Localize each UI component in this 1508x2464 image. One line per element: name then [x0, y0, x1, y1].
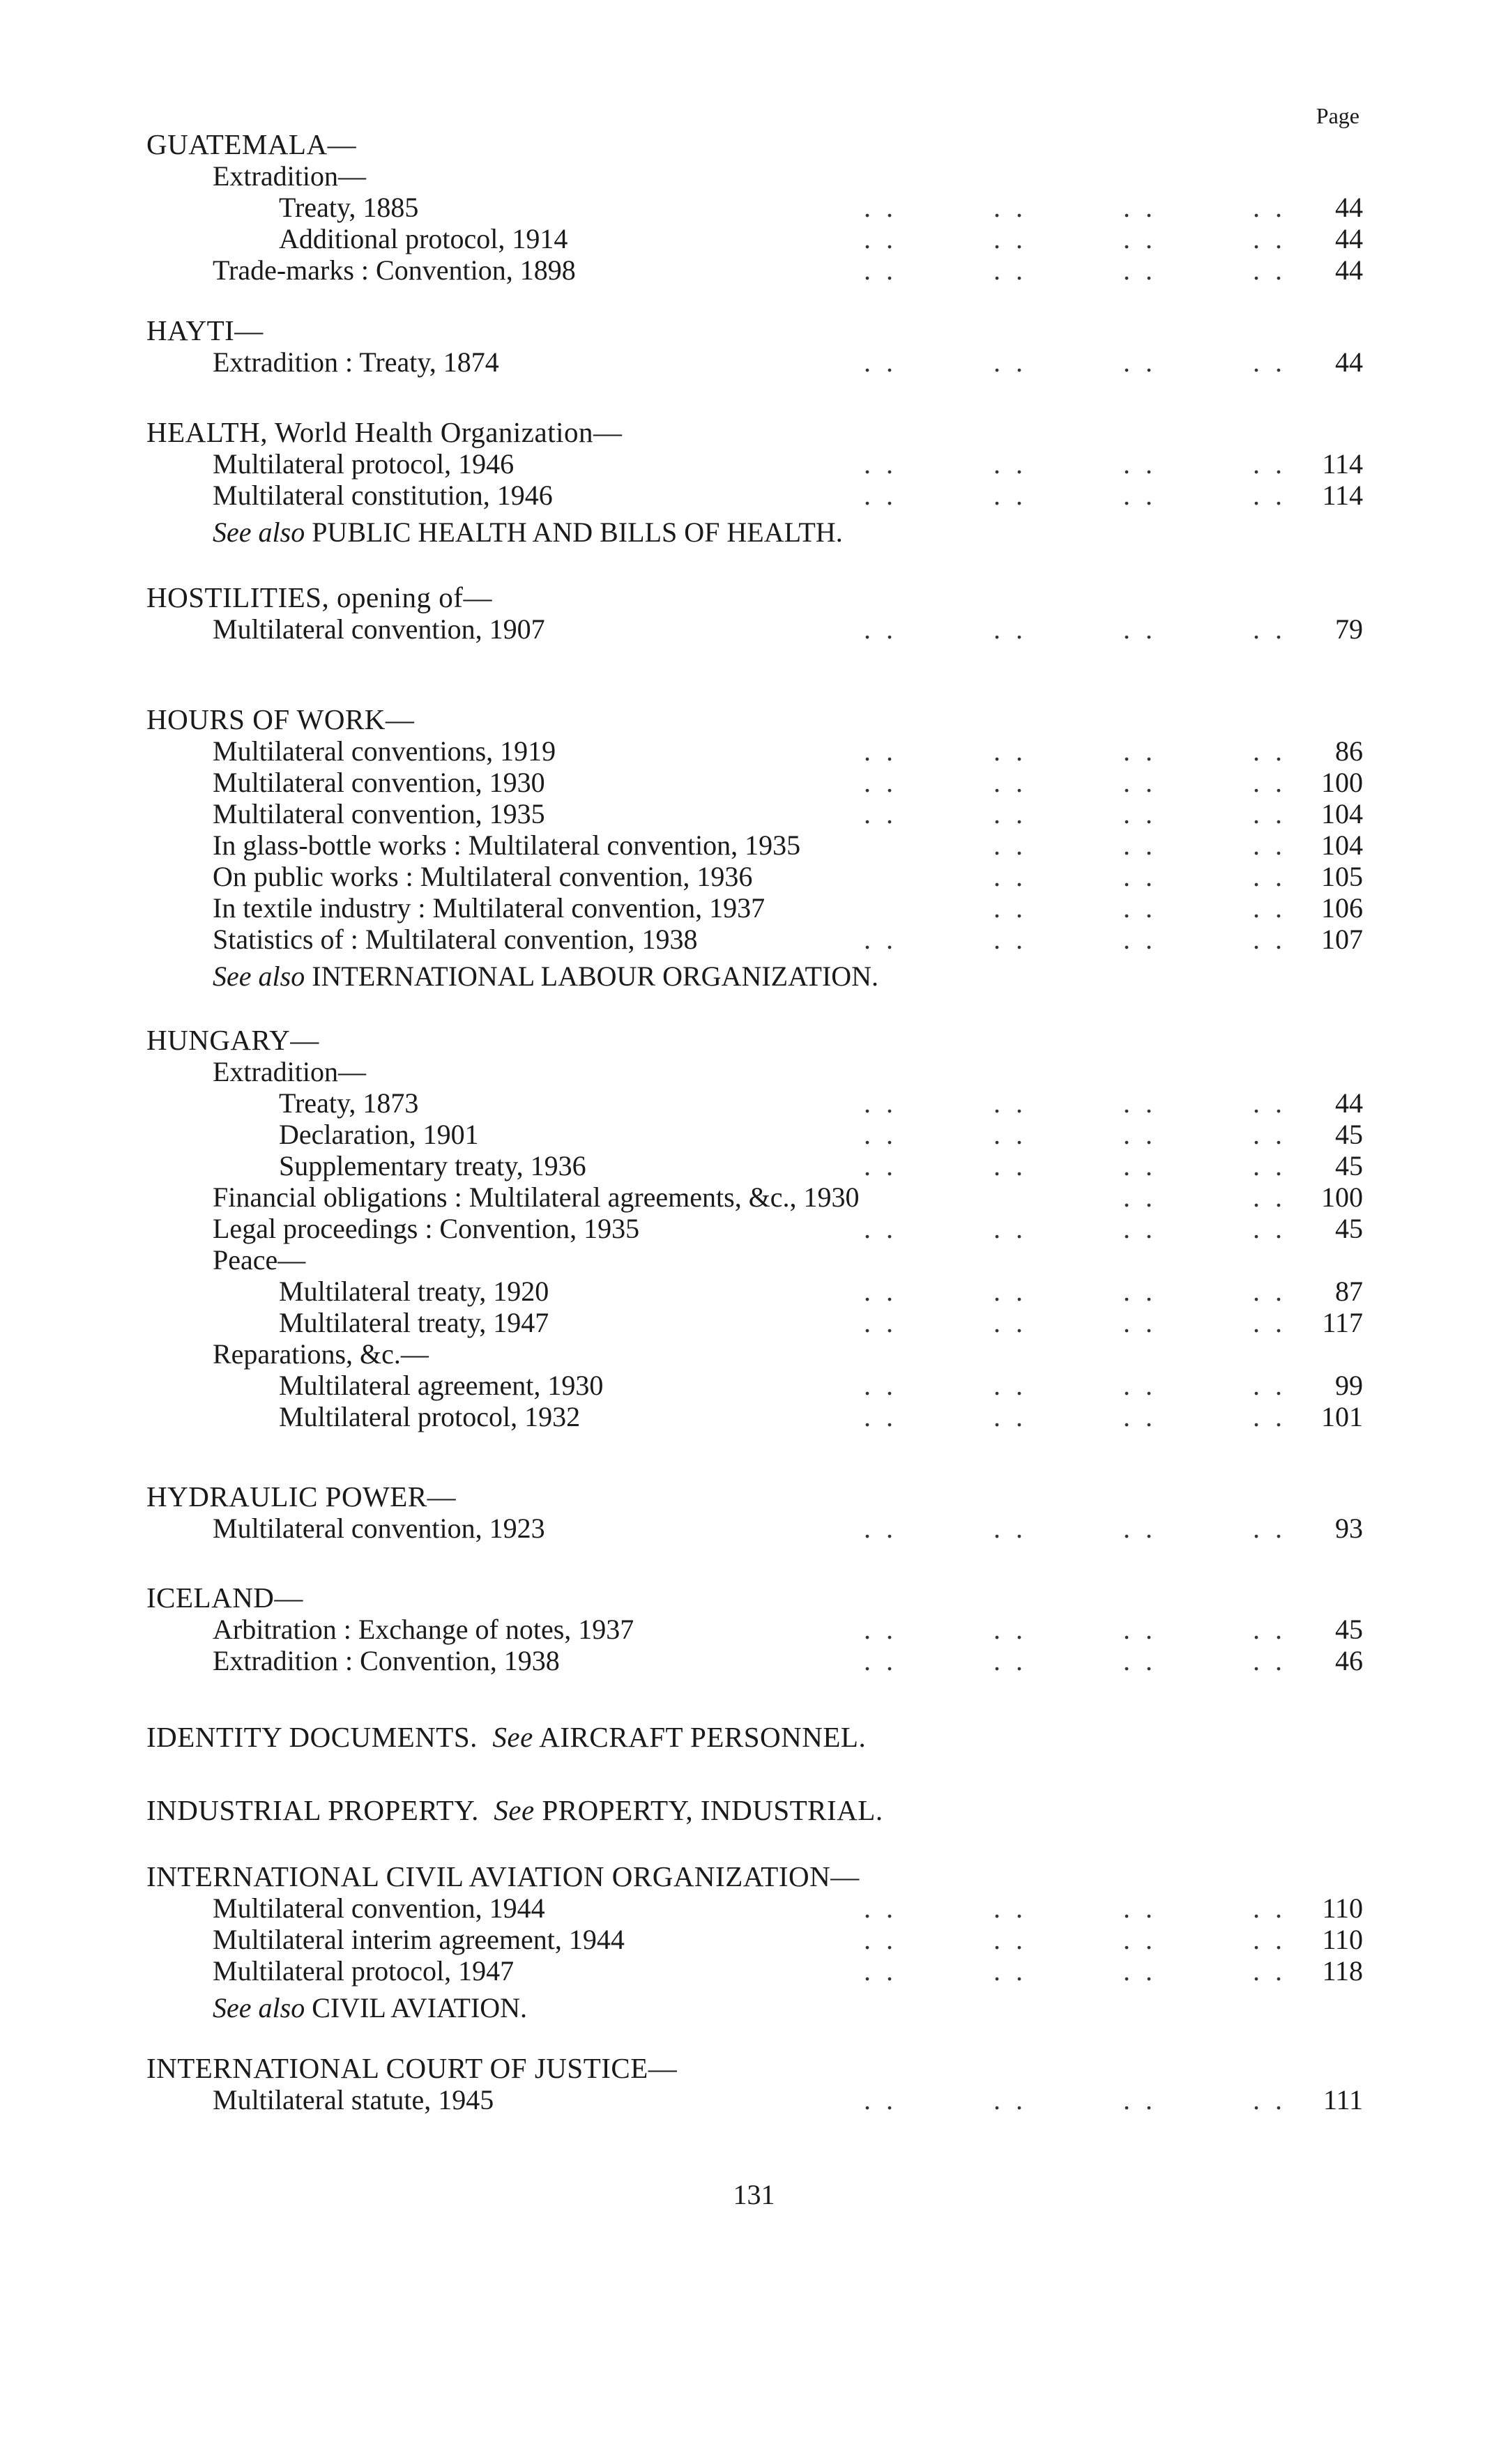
page-reference[interactable]: 46	[1335, 1645, 1363, 1676]
see-also-line	[146, 959, 1363, 994]
index-entry	[146, 1276, 1363, 1307]
index-entry	[146, 613, 1363, 645]
index-entry	[146, 1614, 1363, 1645]
heading-text: GUATEMALA—	[146, 128, 357, 160]
leader-dots: . . . . . . . .	[864, 1924, 1286, 1955]
page-reference[interactable]: 110	[1322, 1924, 1363, 1955]
page-reference[interactable]: 86	[1335, 735, 1363, 767]
index-entry	[146, 480, 1363, 511]
heading-text: INTERNATIONAL COURT OF JUSTICE—	[146, 2052, 678, 2084]
page-reference[interactable]: 118	[1322, 1955, 1363, 1987]
leader-dots: . . . . . . . .	[864, 1645, 1286, 1676]
entry-text: Statistics of : Multilateral convention, 1938	[213, 924, 698, 955]
index-entry	[146, 1924, 1363, 1955]
index-section	[146, 2053, 1363, 2115]
page-number: 131	[733, 2179, 775, 2210]
page-reference[interactable]: 104	[1321, 829, 1363, 861]
index-entry	[146, 346, 1363, 378]
leader-dots: . . . . . . . .	[864, 1955, 1286, 1987]
index-section	[146, 1795, 1363, 1826]
index-section	[146, 704, 1363, 994]
leader-dots: . . . . . . . .	[864, 1276, 1286, 1307]
leader-dots: . . . . . . . .	[864, 735, 1286, 767]
page-reference[interactable]: 45	[1335, 1213, 1363, 1244]
page-reference[interactable]: 114	[1322, 448, 1363, 480]
page-reference[interactable]: 44	[1335, 1087, 1363, 1119]
index-section	[146, 1582, 1363, 1676]
leader-dots: . . . . . . . .	[864, 480, 1286, 511]
section-heading	[146, 129, 1363, 160]
leader-dots: . . . . . . . .	[864, 223, 1286, 254]
page-reference[interactable]: 44	[1335, 346, 1363, 378]
index-entry	[146, 924, 1363, 955]
entry-text: Multilateral convention, 1935	[213, 798, 545, 829]
leader-dots: . . . . . . . .	[864, 1307, 1286, 1338]
page-reference[interactable]: 110	[1322, 1892, 1363, 1924]
leader-dots: . . . . . . . .	[864, 1087, 1286, 1119]
page-reference[interactable]: 93	[1335, 1513, 1363, 1544]
leader-dots: . . . . . . . .	[864, 254, 1286, 286]
entry-text: Multilateral convention, 1930	[213, 767, 545, 798]
leader-dots: . . . . . . . .	[864, 1370, 1286, 1401]
see-also-line	[146, 515, 1363, 550]
page-reference[interactable]: 104	[1321, 798, 1363, 829]
index-entry	[146, 1150, 1363, 1181]
leader-dots: . . . . . . . .	[864, 1513, 1286, 1544]
entry-text: Financial obligations : Multilateral agreements, &c., 1930	[213, 1181, 860, 1213]
page-reference[interactable]: 114	[1322, 480, 1363, 511]
entry-text: Multilateral interim agreement, 1944	[213, 1924, 625, 1955]
section-heading	[146, 1795, 1363, 1826]
index-section	[146, 582, 1363, 645]
see-also-prefix: See also	[213, 1992, 305, 2023]
index-entry	[146, 1307, 1363, 1338]
leader-dots: . . . . . . . .	[864, 192, 1286, 223]
index-entry	[146, 1892, 1363, 1924]
index-entry	[146, 1645, 1363, 1676]
page-reference[interactable]: 117	[1322, 1307, 1363, 1338]
leader-dots: . . . . . .	[993, 829, 1286, 861]
index-entry	[146, 1401, 1363, 1432]
page-reference[interactable]: 100	[1321, 767, 1363, 798]
heading-text: IDENTITY DOCUMENTS.	[146, 1721, 478, 1753]
entry-text: Supplementary treaty, 1936	[279, 1150, 586, 1181]
index-entry	[146, 2084, 1363, 2115]
see-also-line	[146, 1991, 1363, 2026]
index-entry	[146, 254, 1363, 286]
section-heading	[146, 315, 1363, 346]
entry-text: Treaty, 1885	[279, 192, 419, 223]
cross-reference[interactable]: AIRCRAFT PERSONNEL.	[539, 1721, 867, 1753]
leader-dots: . . . . . . . .	[864, 1614, 1286, 1645]
entry-text: Multilateral convention, 1944	[213, 1892, 545, 1924]
index-entry	[146, 1181, 1363, 1213]
page-reference[interactable]: 87	[1335, 1276, 1363, 1307]
entry-text: Multilateral protocol, 1947	[213, 1955, 515, 1987]
page-reference[interactable]: 45	[1335, 1119, 1363, 1150]
leader-dots: . . . . . .	[993, 892, 1286, 924]
section-heading	[146, 1025, 1363, 1056]
index-entry	[146, 1955, 1363, 1987]
section-heading	[146, 2053, 1363, 2084]
entry-text: Additional protocol, 1914	[279, 223, 568, 254]
index-entry	[146, 1513, 1363, 1544]
index-entry	[146, 1213, 1363, 1244]
index-section	[146, 417, 1363, 550]
index-entry	[146, 448, 1363, 480]
entry-text: Multilateral convention, 1923	[213, 1513, 545, 1544]
entry-text: Extradition : Treaty, 1874	[213, 346, 499, 378]
page-reference[interactable]: 44	[1335, 192, 1363, 223]
leader-dots: . . . . . . . .	[864, 1119, 1286, 1150]
heading-text: HOURS OF WORK—	[146, 703, 415, 735]
entry-text: Multilateral agreement, 1930	[279, 1370, 604, 1401]
heading-text: HUNGARY—	[146, 1024, 319, 1056]
page-reference[interactable]: 79	[1335, 613, 1363, 645]
section-heading	[146, 1582, 1363, 1614]
see-also-prefix: See also	[213, 961, 305, 992]
see-prefix: See	[492, 1721, 533, 1753]
section-heading	[146, 704, 1363, 735]
entry-text: Extradition : Convention, 1938	[213, 1645, 560, 1676]
heading-text: HEALTH, World Health Organization—	[146, 416, 623, 448]
section-heading	[146, 417, 1363, 448]
leader-dots: . . . . . . . .	[864, 346, 1286, 378]
index-entry	[146, 798, 1363, 829]
cross-reference[interactable]: PROPERTY, INDUSTRIAL.	[542, 1794, 883, 1826]
index-entry	[146, 1370, 1363, 1401]
index-entry	[146, 223, 1363, 254]
heading-text: ICELAND—	[146, 1582, 303, 1614]
page-column-label: Page	[1316, 103, 1360, 128]
leader-dots: . . . . . . . .	[864, 1892, 1286, 1924]
page-reference[interactable]: 105	[1321, 861, 1363, 892]
section-heading	[146, 1861, 1363, 1892]
subheading: Extradition—	[213, 160, 366, 192]
section-heading	[146, 582, 1363, 613]
entry-text: Multilateral protocol, 1946	[213, 448, 515, 480]
index-entry	[146, 1119, 1363, 1150]
see-also-prefix: See also	[213, 516, 305, 548]
index-entry	[146, 861, 1363, 892]
leader-dots: . . . . . .	[993, 861, 1286, 892]
entry-text: Multilateral statute, 1945	[213, 2084, 494, 2115]
page-reference[interactable]: 45	[1335, 1150, 1363, 1181]
entry-text: Multilateral treaty, 1947	[279, 1307, 549, 1338]
leader-dots: . . . . . . . .	[864, 1401, 1286, 1432]
heading-text: INDUSTRIAL PROPERTY.	[146, 1794, 479, 1826]
subheading: Peace—	[213, 1244, 306, 1276]
entry-text: Declaration, 1901	[279, 1119, 479, 1150]
entry-text: In glass-bottle works : Multilateral convention, 1935	[213, 829, 801, 861]
page-reference[interactable]: 45	[1335, 1614, 1363, 1645]
leader-dots: . . . . . . . .	[864, 613, 1286, 645]
page-reference[interactable]: 106	[1321, 892, 1363, 924]
entry-text: Legal proceedings : Convention, 1935	[213, 1213, 640, 1244]
page-reference[interactable]: 99	[1335, 1370, 1363, 1401]
entry-text: Multilateral constitution, 1946	[213, 480, 553, 511]
index-entry	[146, 1087, 1363, 1119]
heading-text: INTERNATIONAL CIVIL AVIATION ORGANIZATION—	[146, 1860, 860, 1892]
heading-text: HAYTI—	[146, 314, 264, 346]
page-reference[interactable]: 44	[1335, 254, 1363, 286]
entry-text: Multilateral convention, 1907	[213, 613, 545, 645]
entry-text: Trade-marks : Convention, 1898	[213, 254, 576, 286]
entry-text: Multilateral conventions, 1919	[213, 735, 556, 767]
entry-text: Treaty, 1873	[279, 1087, 419, 1119]
index-entry	[146, 192, 1363, 223]
index-entry	[146, 829, 1363, 861]
subheading: Reparations, &c.—	[213, 1338, 429, 1370]
cross-reference[interactable]: INTERNATIONAL LABOUR ORGANIZATION.	[312, 961, 879, 992]
page-reference[interactable]: 100	[1321, 1181, 1363, 1213]
cross-reference[interactable]: CIVIL AVIATION.	[312, 1992, 528, 2023]
cross-reference[interactable]: PUBLIC HEALTH AND BILLS OF HEALTH.	[312, 516, 843, 548]
entry-text: Arbitration : Exchange of notes, 1937	[213, 1614, 634, 1645]
leader-dots: . . . . . . . .	[864, 1150, 1286, 1181]
entry-text: Multilateral treaty, 1920	[279, 1276, 549, 1307]
heading-text: HYDRAULIC POWER—	[146, 1480, 457, 1513]
index-section	[146, 315, 1363, 378]
index-section	[146, 1025, 1363, 1432]
leader-dots: . . . . . . . .	[864, 798, 1286, 829]
heading-text: HOSTILITIES, opening of—	[146, 581, 492, 613]
page-reference[interactable]: 111	[1323, 2084, 1363, 2115]
index-section	[146, 1481, 1363, 1544]
leader-dots: . . . . . . . .	[864, 1213, 1286, 1244]
entry-text: Multilateral protocol, 1932	[279, 1401, 581, 1432]
leader-dots: . . . . . . . .	[864, 2084, 1286, 2115]
index-entry	[146, 892, 1363, 924]
index-section	[146, 1722, 1363, 1753]
section-heading	[146, 1481, 1363, 1513]
index-section	[146, 129, 1363, 286]
entry-text: In textile industry : Multilateral convention, 1937	[213, 892, 766, 924]
subheading: Extradition—	[213, 1056, 366, 1087]
leader-dots: . . . . . . . .	[864, 924, 1286, 955]
index-section	[146, 1861, 1363, 2026]
leader-dots: . . . .	[1123, 1181, 1286, 1213]
see-prefix: See	[494, 1794, 535, 1826]
page-reference[interactable]: 101	[1321, 1401, 1363, 1432]
page-reference[interactable]: 44	[1335, 223, 1363, 254]
index-entry	[146, 767, 1363, 798]
index-entry	[146, 735, 1363, 767]
entry-text: On public works : Multilateral convention, 1936	[213, 861, 753, 892]
leader-dots: . . . . . . . .	[864, 448, 1286, 480]
page-reference[interactable]: 107	[1321, 924, 1363, 955]
section-heading	[146, 1722, 1363, 1753]
leader-dots: . . . . . . . .	[864, 767, 1286, 798]
